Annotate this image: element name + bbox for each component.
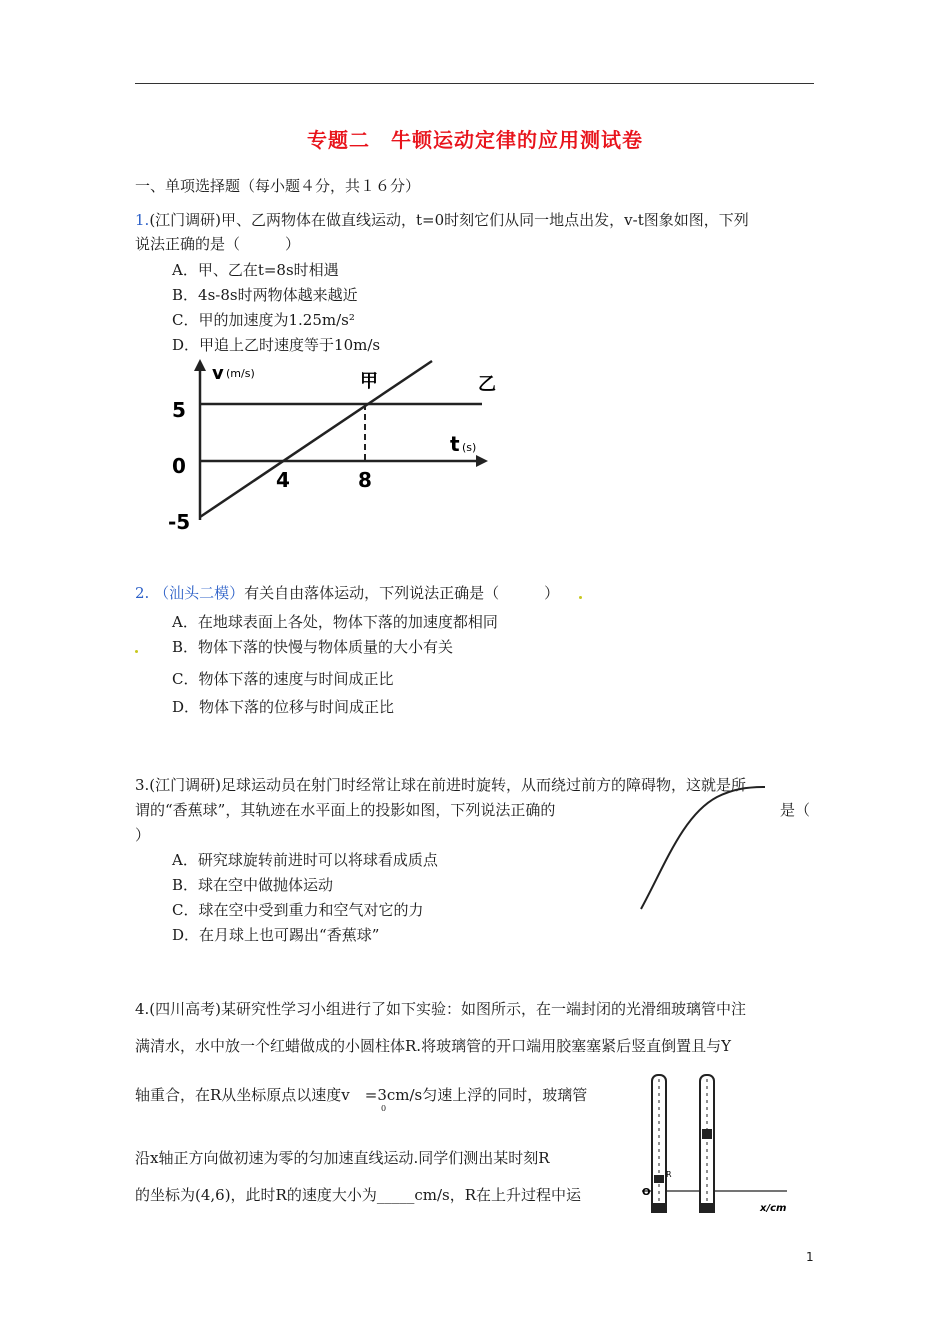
page-number: 1 [806,1250,814,1264]
origin-label: O [642,1187,651,1198]
q2-stem: 有关自由落体运动，下列说法正确是（ ） [244,584,560,602]
q3-line2-tail: 是（ [780,801,811,819]
series-label-jia: 甲 [360,371,378,392]
y-tick-5: 5 [172,398,186,422]
q2-option-d: D．物体下落的位移与时间成正比 [172,698,395,716]
q1-option-b: B．4s-8s时两物体越来越近 [172,286,358,304]
q4-tube-figure [632,1065,802,1220]
q1-number: 1. [135,211,150,229]
q4-line5: 的坐标为(4,6)，此时R的速度大小为_____cm/s，R在上升过程中运 [135,1186,582,1204]
wax-block-right [702,1129,712,1139]
page-title: 专题二 牛顿运动定律的应用测试卷 [307,128,643,152]
q3-line3: ） [135,826,151,844]
tube-right-stopper [699,1203,715,1213]
x-axis-unit: (s) [462,441,477,454]
y-axis-arrow [194,359,206,371]
q3-option-a: A．研究球旋转前进时可以将球看成质点 [172,851,438,869]
q4-line4: 沿x轴正方向做初速为零的匀加速直线运动.同学们测出某时刻R [135,1149,550,1167]
q2-option-a: A．在地球表面上各处，物体下落的加速度都相同 [172,613,498,631]
q1-line1 [135,210,749,230]
tube-left-stopper [651,1203,667,1213]
q2-source: （汕头二模） [154,584,245,602]
q2-stem-line [135,583,559,603]
r-label: R [666,1170,672,1179]
q2-number: 2. [135,584,150,602]
x-axis-arrow [476,455,488,467]
x-tick-8: 8 [358,468,372,492]
q4-line3: 轴重合，在R从坐标原点以速度v =3cm/s匀速上浮的同时，玻璃管 [135,1086,588,1104]
mark-dot [135,650,138,653]
q2-option-c: C．物体下落的速度与时间成正比 [172,670,394,688]
x-axis-label: x/cm [760,1203,787,1214]
trajectory-curve [641,787,765,909]
q1-option-d: D．甲追上乙时速度等于10m/s [172,336,381,354]
q3-line2: 谓的“香蕉球”，其轨迹在水平面上的投影如图，下列说法正确的 [135,801,556,819]
q3-option-d: D．在月球上也可踢出“香蕉球” [172,926,380,944]
q1-option-a: A．甲、乙在t=8s时相遇 [172,261,339,279]
header-rule [135,83,814,84]
q1-vt-graph [160,355,505,535]
series-label-yi: 乙 [478,374,496,395]
y-tick-neg5: -5 [168,510,191,534]
y-axis-label: v [212,363,224,384]
y-tick-0: 0 [172,454,186,478]
q1-line2: 说法正确的是（ ） [135,235,301,253]
x-axis-label: t [450,432,460,456]
q1-text-line1: (江门调研)甲、乙两物体在做直线运动，t=0时刻它们从同一地点出发，v-t图象如图，下列 [149,211,749,229]
series-jia-line [200,361,432,517]
q2-option-b: B．物体下落的快慢与物体质量的大小有关 [172,638,454,656]
q3-option-b: B．球在空中做抛体运动 [172,876,334,894]
q3-line1: 3.(江门调研)足球运动员在射门时经常让球在前进时旋转，从而绕过前方的障碍物，这就是所 [135,776,747,794]
q1-option-c: C．甲的加速度为1.25m/s² [172,311,355,329]
q3-option-c: C．球在空中受到重力和空气对它的力 [172,901,424,919]
wax-block-left [654,1175,664,1183]
mark-dot [579,596,582,599]
section-heading: 一、单项选择题（每小题４分，共１６分） [135,177,421,195]
y-axis-unit: (m/s) [226,367,255,380]
q4-v0-subscript: 0 [381,1104,387,1113]
x-tick-4: 4 [276,468,290,492]
q3-trajectory-figure [635,775,775,915]
q4-line1: 4.(四川高考)某研究性学习小组进行了如下实验：如图所示，在一端封闭的光滑细玻璃管中注 [135,1000,747,1018]
q4-line2: 满清水，水中放一个红蜡做成的小圆柱体R.将玻璃管的开口端用胶塞塞紧后竖直倒置且与Y [135,1037,731,1055]
